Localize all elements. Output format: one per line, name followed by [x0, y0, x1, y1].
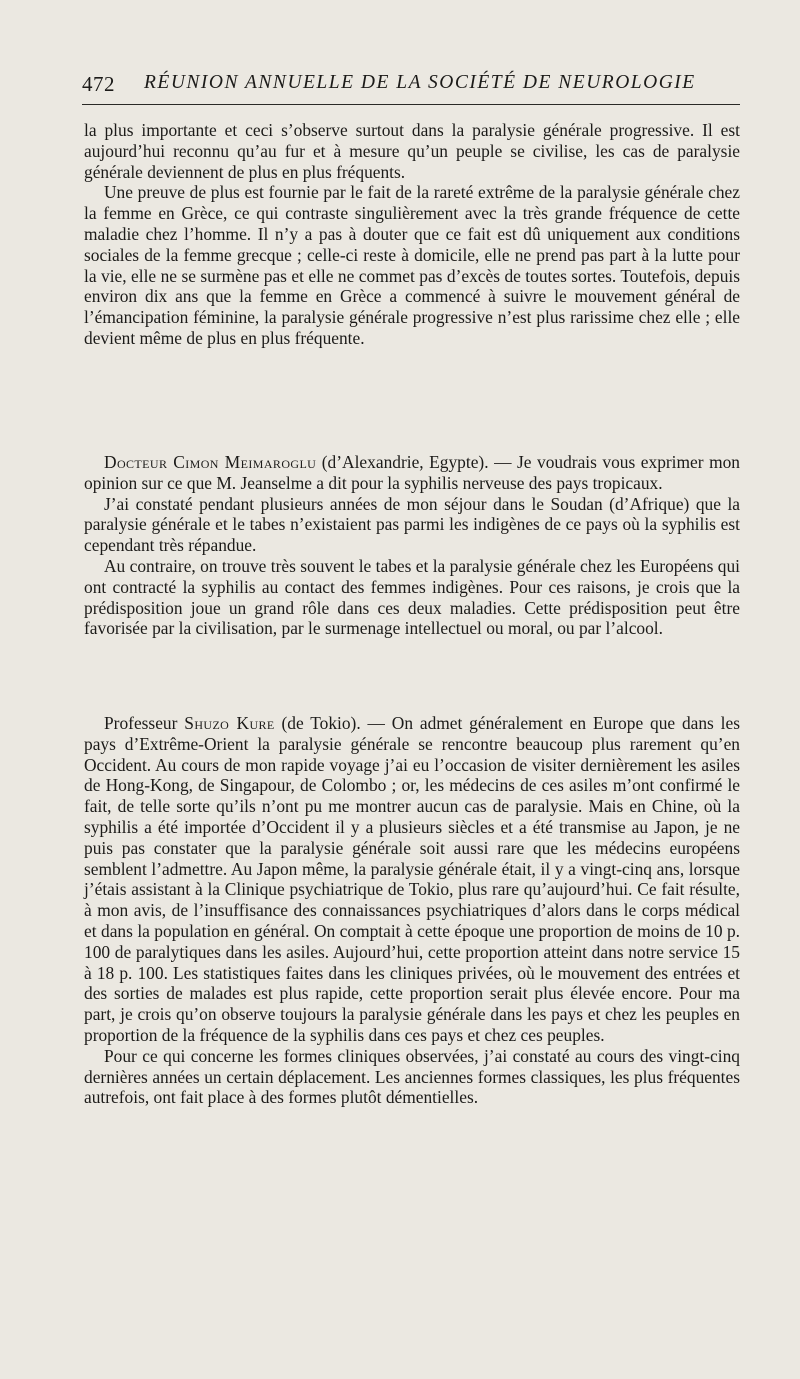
page-number: 472 [82, 72, 115, 96]
speaker-name: Docteur Cimon Meimaroglu [104, 452, 317, 472]
continuation-section [84, 120, 740, 349]
speaker-name: Shuzo Kure [184, 713, 275, 733]
running-title: RÉUNION ANNUELLE DE LA SOCIÉTÉ DE NEUROLOGIE [144, 72, 696, 93]
paragraph: la plus importante et ceci s’observe surtout dans la paralysie générale progressive. Il est aujourd’hui reconnu qu’au fur et à mesure qu’un peuple se civilise, les cas de paralysie générale deviennent de plus en plus fréquents. [84, 120, 740, 182]
paragraph: Une preuve de plus est fournie par le fait de la rareté extrême de la paralysie générale chez la femme en Grèce, ce qui contraste singulièrement avec la très grande fréquence de cette maladie chez l’homme. Il n’y a pas à douter que ce fait est dû uniquement aux conditions sociales de la femme grecque ; celle-ci reste à domicile, elle ne prend pas part à la lutte pour la vie, elle ne se surmène pas et elle ne commet pas d’excès de toutes sortes. Toutefois, depuis environ dix ans que la femme en Grèce a commencé à suivre le mouvement général de l’émancipation féminine, la paralysie générale progressive n’est plus rarissime chez elle ; elle devient même de plus en plus fréquente. [84, 182, 740, 348]
paragraph [84, 713, 740, 1046]
paragraph: Pour ce qui concerne les formes cliniques observées, j’ai constaté au cours des vingt-cinq dernières années un certain déplacement. Les anciennes formes classiques, les plus fréquentes autrefois, ont fait place à des formes plutôt démentielles. [84, 1045, 740, 1108]
paragraph: Au contraire, on trouve très souvent le tabes et la paralysie générale chez les Européens qui ont contracté la syphilis au contact des femmes indigènes. Pour ces raisons, je crois que la prédisposition joue un grand rôle dans ces deux maladies. Cette prédisposition peut être favorisée par la civilisation, par le surmenage intellectuel ou moral, ou par l’alcool. [84, 555, 740, 639]
page-header [82, 72, 740, 100]
paragraph [84, 452, 740, 494]
meimaroglu-intervention [84, 452, 740, 639]
speaker-title: Professeur [104, 713, 185, 733]
paragraph-text: (de Tokio). — On admet généralement en Europe que dans les pays d’Extrême-Orient la paralysie générale se rencontre beaucoup plus rarement qu’en Occident. Au cours de mon rapide voyage j’ai eu l’occasion de visiter dernièrement les asiles de Hong-Kong, de Singapour, de Colombo ; or, les médecins de ces asiles m’ont confirmé le fait, de telle sorte qu’ils n’ont pu me montrer aucun cas de paralysie. Mais en Chine, où la syphilis a été importée d’Occident il y a plusieurs siècles et a été transmise au Japon, je ne puis pas constater que la paralysie générale soit aussi rare que les médecins européens semblent l’admettre. Au Japon même, la paralysie générale était, il y a vingt-cinq ans, lorsque j’étais assistant à la Clinique psychiatrique de Tokio, plus rare qu’aujourd’hui. Ce fait résulte, à mon avis, de l’insuffisance des connaissances psychiatriques d’alors dans le corps médical et dans la population en général. On comptait à cette époque une proportion de moins de 10 p. 100 de paralytiques dans les asiles. Aujourd’hui, cette proportion atteint dans notre service 15 à 18 p. 100. Les statistiques faites dans les cliniques privées, où le mouvement des entrées et des sorties de malades est plus rapide, cette proportion serait plus élevée encore. Pour ma part, je crois qu’on observe toujours la paralysie générale dans les pays et chez les peuples en proportion de la fréquence de la syphilis dans ces pays et chez ces peuples. [84, 713, 740, 1045]
kure-intervention [84, 713, 740, 1108]
paragraph: J’ai constaté pendant plusieurs années de mon séjour dans le Soudan (d’Afrique) que la paralysie générale et le tabes n’existaient pas parmi les indigènes de ce pays où la syphilis est cependant très répandue. [84, 493, 740, 556]
paragraph-text: (d’Alexandrie, Egypte). — Je voudrais vous exprimer mon opinion sur ce que M. Jeanselme a dit pour la syphilis nerveuse des pays tropicaux. [84, 452, 740, 493]
header-rule [82, 104, 740, 105]
